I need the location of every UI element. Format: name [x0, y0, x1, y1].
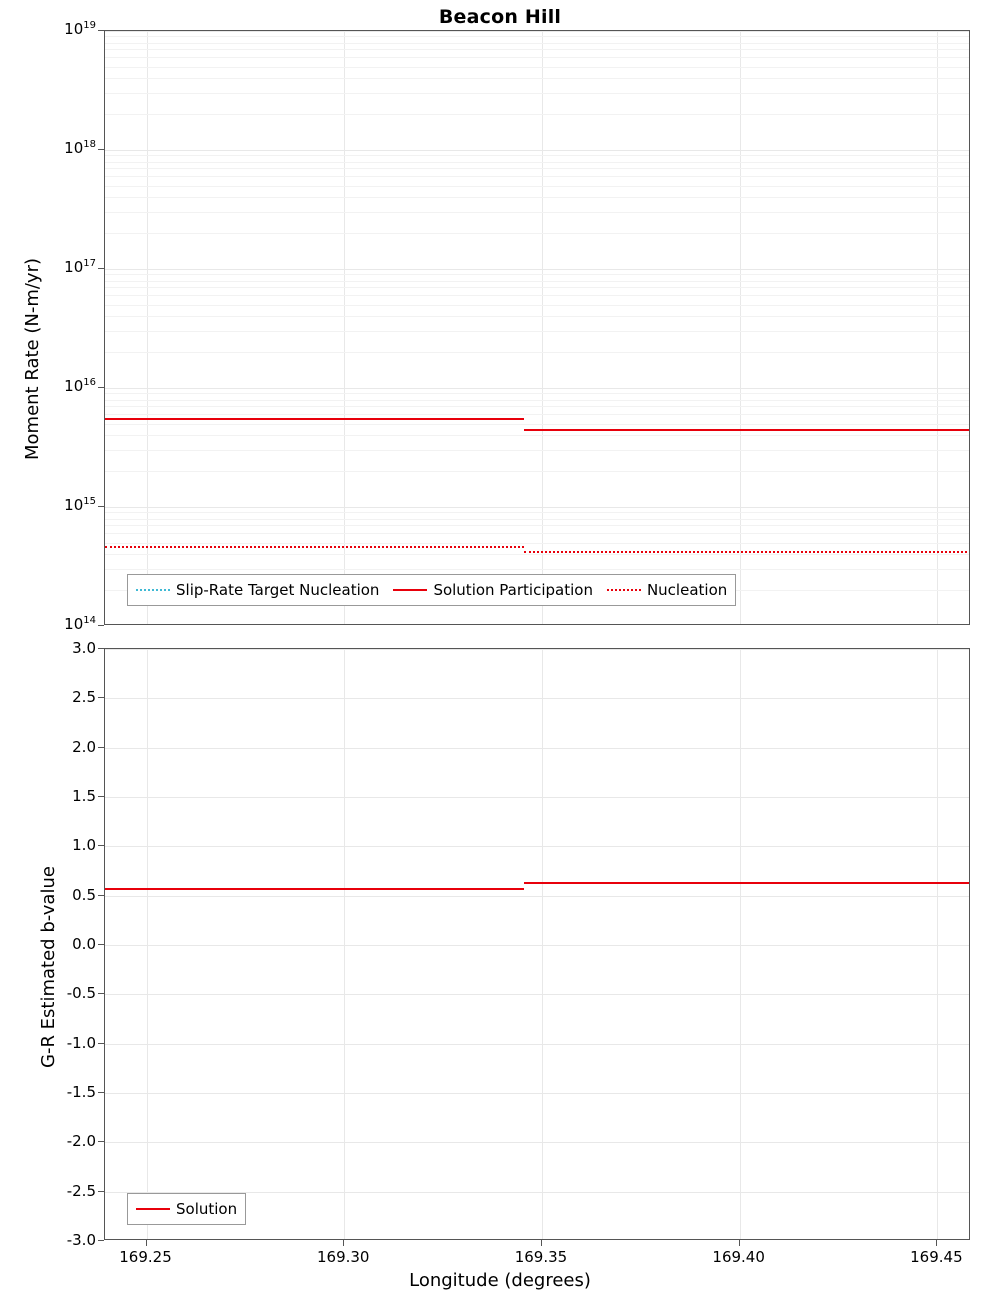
x-tick-mark	[343, 1240, 344, 1246]
gridline-vertical	[937, 31, 938, 624]
gridline-horizontal-minor	[105, 569, 969, 570]
gridline-horizontal-minor	[105, 331, 969, 332]
gridline-horizontal-minor	[105, 78, 969, 79]
gridline-horizontal	[105, 994, 969, 995]
gridline-horizontal	[105, 507, 969, 508]
gridline-horizontal-minor	[105, 533, 969, 534]
series-line-segment	[524, 551, 970, 553]
legend-label: Slip-Rate Target Nucleation	[176, 581, 380, 599]
gridline-horizontal-minor	[105, 49, 969, 50]
gridline-horizontal-minor	[105, 57, 969, 58]
gridline-horizontal-minor	[105, 233, 969, 234]
legend-item[interactable]	[136, 1200, 237, 1218]
y-tick-label: -2.5	[66, 1181, 96, 1200]
y-tick-label: $10^{14}$	[64, 615, 96, 633]
x-axis-label: Longitude (degrees)	[409, 1270, 591, 1291]
gridline-vertical	[147, 649, 148, 1239]
x-tick-mark	[936, 1240, 937, 1246]
legend-swatch-icon	[136, 1208, 170, 1210]
y-tick-label: 0.5	[72, 885, 96, 904]
series-line-segment	[524, 429, 970, 431]
x-tick-mark	[541, 1240, 542, 1246]
gridline-horizontal	[105, 945, 969, 946]
gridline-horizontal	[105, 1142, 969, 1143]
series-line-segment	[105, 888, 524, 890]
gridline-horizontal-minor	[105, 155, 969, 156]
gridline-horizontal-minor	[105, 400, 969, 401]
gridline-horizontal-minor	[105, 512, 969, 513]
gridline-horizontal	[105, 388, 969, 389]
gridline-horizontal-minor	[105, 525, 969, 526]
gridline-horizontal	[105, 31, 969, 32]
y-tick-label: $10^{15}$	[64, 496, 96, 514]
y-tick-mark	[98, 387, 104, 388]
gridline-horizontal-minor	[105, 543, 969, 544]
series-line-segment	[105, 418, 524, 420]
gridline-horizontal-minor	[105, 406, 969, 407]
legend-item[interactable]	[607, 581, 727, 599]
gridline-horizontal-minor	[105, 281, 969, 282]
gridline-horizontal	[105, 698, 969, 699]
y-tick-label: $10^{19}$	[64, 20, 96, 38]
y-tick-label: 2.5	[72, 688, 96, 707]
gridline-horizontal-minor	[105, 519, 969, 520]
y-tick-label: 0.0	[72, 935, 96, 953]
gridline-horizontal-minor	[105, 93, 969, 94]
y-tick-label: -1.0	[66, 1033, 96, 1052]
gridline-horizontal	[105, 896, 969, 897]
gridline-vertical	[937, 649, 938, 1239]
gridline-vertical	[344, 649, 345, 1239]
gridline-horizontal-minor	[105, 67, 969, 68]
y-tick-label: -1.5	[66, 1083, 96, 1101]
gridline-horizontal-minor	[105, 287, 969, 288]
legend-swatch-icon	[393, 589, 427, 591]
gridline-horizontal	[105, 797, 969, 798]
gridline-horizontal-minor	[105, 168, 969, 169]
gridline-horizontal-minor	[105, 43, 969, 44]
x-tick-label: 169.25	[119, 1248, 172, 1266]
gridline-horizontal	[105, 150, 969, 151]
gridline-horizontal-minor	[105, 352, 969, 353]
moment-rate-y-axis-label: Moment Rate (N-m/yr)	[22, 258, 43, 460]
y-tick-mark	[98, 1240, 104, 1241]
y-tick-mark	[98, 1191, 104, 1192]
x-tick-label: 169.40	[712, 1248, 765, 1266]
y-tick-mark	[98, 697, 104, 698]
gridline-horizontal	[105, 269, 969, 270]
y-tick-mark	[98, 625, 104, 626]
y-tick-label: $10^{18}$	[64, 139, 96, 157]
legend-label: Solution	[176, 1200, 238, 1218]
gridline-horizontal-minor	[105, 424, 969, 425]
gridline-vertical	[147, 31, 148, 624]
gridline-vertical	[740, 649, 741, 1239]
page-title: Beacon Hill	[438, 6, 562, 28]
gridline-horizontal	[105, 1093, 969, 1094]
y-tick-mark	[98, 30, 104, 31]
y-tick-mark	[98, 944, 104, 945]
gridline-horizontal-minor	[105, 114, 969, 115]
gridline-horizontal-minor	[105, 295, 969, 296]
gridline-horizontal-minor	[105, 36, 969, 37]
gridline-horizontal-minor	[105, 197, 969, 198]
legend-item[interactable]	[136, 581, 379, 599]
series-line-segment	[524, 882, 970, 884]
gridline-horizontal-minor	[105, 393, 969, 394]
y-tick-mark	[98, 506, 104, 507]
y-tick-mark	[98, 648, 104, 649]
gridline-horizontal	[105, 649, 969, 650]
gridline-horizontal-minor	[105, 316, 969, 317]
legend-item[interactable]	[393, 581, 593, 599]
legend-label: Nucleation	[646, 581, 728, 599]
moment-rate-plot-area	[104, 30, 970, 625]
gridline-horizontal-minor	[105, 162, 969, 163]
y-tick-mark	[98, 845, 104, 846]
y-tick-label: -0.5	[66, 984, 96, 1003]
y-tick-label: 3.0	[72, 639, 96, 657]
gridline-vertical	[344, 31, 345, 624]
y-tick-mark	[98, 1141, 104, 1142]
y-tick-label: $10^{16}$	[64, 377, 96, 395]
y-tick-label: -2.0	[66, 1132, 96, 1151]
gridline-horizontal-minor	[105, 176, 969, 177]
x-tick-mark	[146, 1240, 147, 1246]
y-tick-label: -3.0	[66, 1231, 96, 1249]
series-line-segment	[105, 546, 524, 548]
gridline-horizontal-minor	[105, 305, 969, 306]
y-tick-mark	[98, 993, 104, 994]
y-tick-label: 1.5	[72, 787, 96, 805]
gridline-horizontal-minor	[105, 274, 969, 275]
y-tick-mark	[98, 1092, 104, 1093]
legend-label: Solution Participation	[433, 581, 593, 599]
b-value-legend	[127, 1193, 246, 1225]
moment-rate-legend	[127, 574, 736, 606]
y-tick-label: $10^{17}$	[64, 258, 96, 276]
gridline-vertical	[740, 31, 741, 624]
y-tick-mark	[98, 796, 104, 797]
y-tick-mark	[98, 1043, 104, 1044]
y-tick-mark	[98, 747, 104, 748]
gridline-horizontal-minor	[105, 554, 969, 555]
legend-swatch-icon	[136, 589, 170, 591]
y-tick-mark	[98, 149, 104, 150]
gridline-vertical	[542, 31, 543, 624]
gridline-horizontal-minor	[105, 435, 969, 436]
gridline-horizontal-minor	[105, 450, 969, 451]
y-tick-label: 1.0	[72, 836, 96, 855]
y-tick-mark	[98, 895, 104, 896]
gridline-horizontal-minor	[105, 414, 969, 415]
legend-swatch-icon	[607, 589, 641, 591]
x-tick-label: 169.35	[514, 1248, 568, 1266]
gridline-horizontal-minor	[105, 186, 969, 187]
gridline-horizontal	[105, 748, 969, 749]
b-value-y-axis-label: G-R Estimated b-value	[38, 866, 59, 1068]
gridline-vertical	[542, 649, 543, 1239]
x-tick-mark	[739, 1240, 740, 1246]
y-tick-label: 2.0	[72, 737, 96, 756]
gridline-horizontal	[105, 1044, 969, 1045]
gridline-horizontal-minor	[105, 212, 969, 213]
b-value-plot-area	[104, 648, 970, 1240]
y-tick-mark	[98, 268, 104, 269]
gridline-horizontal-minor	[105, 471, 969, 472]
x-tick-label: 169.45	[910, 1248, 963, 1266]
x-tick-label: 169.30	[316, 1248, 370, 1266]
gridline-horizontal	[105, 846, 969, 847]
